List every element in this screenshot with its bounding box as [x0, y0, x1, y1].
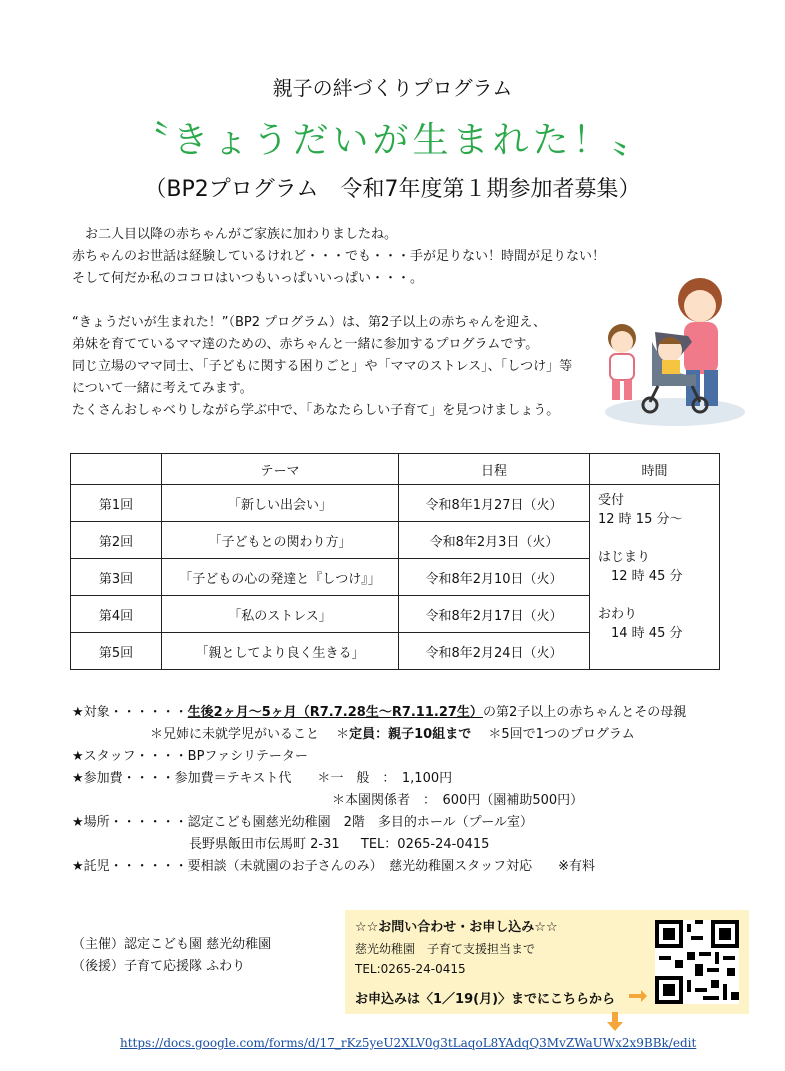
session-theme: 「私のストレス」 [162, 596, 399, 633]
schedule-table [70, 453, 720, 670]
time-line [598, 529, 719, 548]
note-line: ＊兄姉に未就学児がいること ＊定員：親子10組まで ＊5回で1つのプログラム [72, 727, 635, 742]
fee-line: ★参加費・・・・参加費＝テキスト代 ＊一 般 ： 1,100円 [72, 771, 453, 786]
contact-heading: ☆☆お問い合わせ・お申し込み☆☆ [355, 920, 558, 935]
session-date: 令和8年2月10日（火） [399, 559, 590, 596]
table-header [71, 454, 162, 485]
session-theme: 「子どもとの関わり方」 [162, 522, 399, 559]
table-header: 日程 [399, 454, 590, 485]
intro-line: 弟妹を育てているママ達のための、赤ちゃんと一緒に参加するプログラムです。 [72, 337, 539, 352]
apply-deadline: お申込みは〈1／19(月)〉までにこちらから [355, 992, 616, 1007]
target-line: ★対象・・・・・・生後2ヶ月～5ヶ月（R7.7.28生～R7.11.27生）の第2子以上の赤ちゃんとその母親 [72, 705, 687, 720]
application-form-link[interactable]: https://docs.google.com/forms/d/17_rKz5yeU2XLV0g3tLaqoL8YAdqQ3MvZWaUWx2x9BBk/edit [120, 1036, 697, 1050]
table-header: 時間 [590, 454, 720, 485]
session-number: 第4回 [71, 596, 162, 633]
time-line: 12 時 45 分 [598, 569, 683, 584]
session-theme: 「親としてより良く生きる」 [162, 633, 399, 670]
table-header: テーマ [162, 454, 399, 485]
intro-line: について一緒に考えてみます。 [72, 381, 253, 396]
table-row [71, 485, 720, 522]
host-text: （主催）認定こども園 慈光幼稚園 [72, 937, 272, 952]
address-line: 長野県飯田市伝馬町 2-31 TEL：0265-24-0415 [72, 837, 490, 852]
support-text: （後援）子育て応援隊 ふわり [72, 959, 246, 974]
intro-text [72, 224, 632, 422]
mother-stroller-illustration [600, 262, 750, 430]
program-title: 〝きょうだいが生まれた！〟 [132, 120, 653, 161]
time-line: 12 時 15 分～ [598, 512, 683, 527]
session-date: 令和8年2月3日（火） [399, 522, 590, 559]
session-theme: 「新しい出会い」 [162, 485, 399, 522]
capacity-text: 定員：親子10組まで [349, 727, 472, 742]
staff-line: ★スタッフ・・・・BPファシリテーター [72, 749, 308, 764]
intro-line: 同じ立場のママ同士、「子どもに関する困りごと」や「ママのストレス」、「しつけ」等 [72, 359, 573, 374]
time-line: おわり [598, 607, 638, 622]
intro-line: お二人目以降の赤ちゃんがご家族に加わりましたね。 [72, 227, 398, 242]
pointing-hand-icon [627, 986, 649, 1006]
session-number: 第2回 [71, 522, 162, 559]
table-header-row [71, 454, 720, 485]
fee-line: ＊本園関係者 ： 600円（園補助500円） [72, 793, 584, 808]
childcare-line: ★託児・・・・・・要相談（未就園のお子さんのみ） 慈光幼稚園スタッフ対応 ※有料 [72, 859, 596, 874]
intro-line: そして何だか私のココロはいつもいっぱいいっぱい・・・。 [72, 271, 424, 286]
session-number: 第1回 [71, 485, 162, 522]
target-age-highlight: 生後2ヶ月～5ヶ月（R7.7.28生～R7.11.27生） [187, 705, 483, 720]
time-line [598, 586, 719, 605]
session-number: 第3回 [71, 559, 162, 596]
session-date: 令和8年1月27日（火） [399, 485, 590, 522]
qr-code-icon[interactable] [655, 920, 739, 1004]
session-date: 令和8年2月24日（火） [399, 633, 590, 670]
time-line: 14 時 45 分 [598, 626, 683, 641]
program-subtitle: 親子の絆づくりプログラム [272, 76, 513, 100]
session-number: 第5回 [71, 633, 162, 670]
session-time [590, 485, 720, 670]
place-line: ★場所・・・・・・認定こども園慈光幼稚園 2階 多目的ホール（プール室） [72, 815, 534, 830]
time-line: 受付 [598, 493, 625, 508]
intro-line: たくさんおしゃべりしながら学ぶ中で、「あなたらしい子育て」を見つけましょう。 [72, 403, 560, 418]
contact-department: 慈光幼稚園 子育て支援担当まで [355, 942, 536, 956]
organizer-info [72, 934, 271, 978]
session-theme: 「子どもの心の発達と『しつけ』」 [162, 559, 399, 596]
time-line: はじまり [598, 550, 651, 565]
details-section [72, 702, 752, 878]
contact-box [345, 910, 749, 1014]
intro-line: “きょうだいが生まれた！”（BP2 プログラム）は、第2子以上の赤ちゃんを迎え、 [72, 315, 547, 330]
session-date: 令和8年2月17日（火） [399, 596, 590, 633]
pointing-hand-icon [604, 1010, 626, 1032]
recruit-heading: （BP2プログラム 令和7年度第１期参加者募集） [144, 177, 641, 202]
contact-phone: TEL:0265-24-0415 [355, 962, 466, 976]
intro-line: 赤ちゃんのお世話は経験しているけれど・・・でも・・・手が足りない！時間が足りない！ [72, 249, 606, 264]
